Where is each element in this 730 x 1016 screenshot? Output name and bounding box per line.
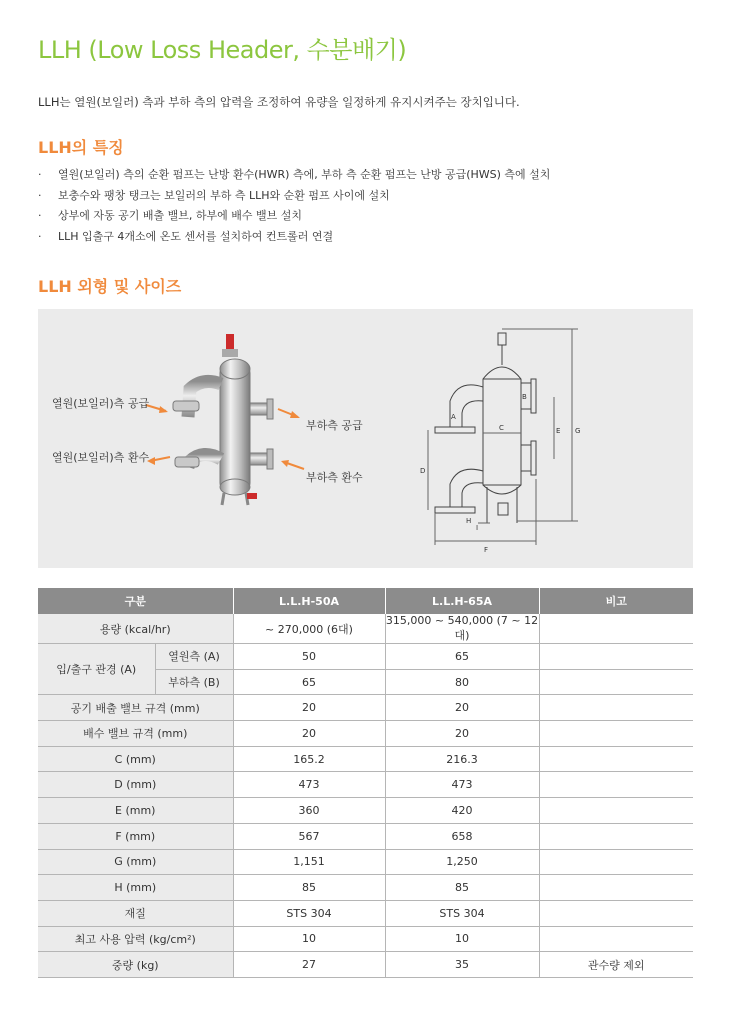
table-row xyxy=(38,926,693,952)
label-load-return: 부하측 환수 xyxy=(306,471,363,484)
feature-text: LLH 입출구 4개소에 온도 센서를 설치하여 컨트롤러 연결 xyxy=(58,229,334,243)
page-title: LLH (Low Loss Header, 수분배기) xyxy=(38,36,407,64)
row-label: D (mm) xyxy=(38,772,233,798)
dim-label-c: C xyxy=(499,424,504,432)
row-label: 최고 사용 압력 (kg/cm²) xyxy=(38,926,233,952)
cell-65a: 10 xyxy=(385,926,539,952)
row-label: H (mm) xyxy=(38,875,233,901)
row-group-label: 입/출구 관경 (A) xyxy=(38,644,155,695)
table-row xyxy=(38,746,693,772)
row-label: 공기 배출 밸브 규격 (mm) xyxy=(38,695,233,721)
list-item xyxy=(38,209,550,230)
cell-note xyxy=(539,875,693,901)
cell-65a: 216.3 xyxy=(385,746,539,772)
dim-label-f: F xyxy=(484,546,489,554)
table-row xyxy=(38,952,693,978)
cell-note xyxy=(539,823,693,849)
row-label: 용량 (kcal/hr) xyxy=(38,614,233,644)
cell-65a: 85 xyxy=(385,875,539,901)
cell-65a: STS 304 xyxy=(385,900,539,926)
cell-50a: ~ 270,000 (6대) xyxy=(233,614,385,644)
dim-label-d: D xyxy=(420,467,426,475)
dim-label-e: E xyxy=(556,427,561,435)
cell-note xyxy=(539,614,693,644)
cell-50a: 360 xyxy=(233,798,385,824)
cell-65a: 65 xyxy=(385,644,539,670)
row-label: G (mm) xyxy=(38,849,233,875)
table-row xyxy=(38,721,693,747)
bullet: · xyxy=(38,168,42,181)
figure-panel xyxy=(38,309,693,568)
cell-note xyxy=(539,926,693,952)
label-source-return: 열원(보일러)측 환수 xyxy=(52,451,150,464)
row-label: C (mm) xyxy=(38,746,233,772)
cell-note xyxy=(539,849,693,875)
bullet: · xyxy=(38,188,42,202)
cell-50a: 20 xyxy=(233,721,385,747)
cell-note xyxy=(539,669,693,695)
table-header: 비고 xyxy=(539,588,693,614)
row-label: 중량 (kg) xyxy=(38,952,233,978)
dim-label-i: I xyxy=(476,524,479,532)
cell-65a: 20 xyxy=(385,721,539,747)
cell-65a: 658 xyxy=(385,823,539,849)
table-row xyxy=(38,614,693,644)
llh-dimension-drawing xyxy=(38,309,693,568)
cell-50a: 65 xyxy=(233,669,385,695)
cell-note xyxy=(539,798,693,824)
table-row xyxy=(38,772,693,798)
list-item xyxy=(38,230,550,251)
table-header: 구분 xyxy=(38,588,233,614)
cell-note: 관수량 제외 xyxy=(539,952,693,978)
cell-50a: 165.2 xyxy=(233,746,385,772)
bullet: · xyxy=(38,209,42,222)
table-row xyxy=(38,695,693,721)
cell-50a: 85 xyxy=(233,875,385,901)
row-label: E (mm) xyxy=(38,798,233,824)
row-label: 부하측 (B) xyxy=(155,669,233,695)
row-label: 열원측 (A) xyxy=(155,644,233,670)
table-header: L.L.H-65A xyxy=(385,588,539,614)
dim-label-g: G xyxy=(575,427,581,435)
table-row xyxy=(38,875,693,901)
cell-65a: 1,250 xyxy=(385,849,539,875)
dim-label-a: A xyxy=(451,413,456,421)
figure-heading: LLH 외형 및 사이즈 xyxy=(38,277,182,296)
cell-note xyxy=(539,644,693,670)
table-row xyxy=(38,849,693,875)
row-label: F (mm) xyxy=(38,823,233,849)
cell-note xyxy=(539,721,693,747)
table-row xyxy=(38,644,693,670)
list-item xyxy=(38,189,550,210)
table-row xyxy=(38,798,693,824)
feature-text: 열원(보일러) 측의 순환 펌프는 난방 환수(HWR) 측에, 부하 측 순환 펌프는 난방 공급(HWS) 측에 설치 xyxy=(58,168,551,181)
row-label: 배수 밸브 규격 (mm) xyxy=(38,721,233,747)
features-heading: LLH의 특징 xyxy=(38,138,124,157)
cell-65a: 35 xyxy=(385,952,539,978)
cell-65a: 473 xyxy=(385,772,539,798)
feature-text: 보충수와 팽창 탱크는 보일러의 부하 측 LLH와 순환 펌프 사이에 설치 xyxy=(58,188,390,202)
table-row xyxy=(38,823,693,849)
cell-50a: STS 304 xyxy=(233,900,385,926)
cell-50a: 567 xyxy=(233,823,385,849)
cell-50a: 473 xyxy=(233,772,385,798)
list-item xyxy=(38,168,550,189)
cell-65a: 420 xyxy=(385,798,539,824)
table-header-row xyxy=(38,588,693,614)
cell-50a: 10 xyxy=(233,926,385,952)
cell-50a: 20 xyxy=(233,695,385,721)
dim-label-h: H xyxy=(466,517,472,525)
row-label: 재질 xyxy=(38,900,233,926)
cell-50a: 1,151 xyxy=(233,849,385,875)
cell-50a: 50 xyxy=(233,644,385,670)
table-row xyxy=(38,900,693,926)
cell-65a: 20 xyxy=(385,695,539,721)
intro-text: LLH는 열원(보일러) 측과 부하 측의 압력을 조정하여 유량을 일정하게 유지시켜주는 장치입니다. xyxy=(38,95,520,109)
cell-50a: 27 xyxy=(233,952,385,978)
label-load-supply: 부하측 공급 xyxy=(306,419,363,432)
cell-note xyxy=(539,695,693,721)
cell-note xyxy=(539,900,693,926)
bullet: · xyxy=(38,229,42,243)
table-header: L.L.H-50A xyxy=(233,588,385,614)
feature-text: 상부에 자동 공기 배출 밸브, 하부에 배수 밸브 설치 xyxy=(58,209,302,222)
label-source-supply: 열원(보일러)측 공급 xyxy=(52,397,150,410)
features-list xyxy=(38,168,550,250)
cell-note xyxy=(539,772,693,798)
cell-65a: 80 xyxy=(385,669,539,695)
cell-note xyxy=(539,746,693,772)
spec-table xyxy=(38,588,693,978)
cell-65a: 315,000 ~ 540,000 (7 ~ 12대) xyxy=(385,614,539,642)
dim-label-b: B xyxy=(522,393,527,401)
